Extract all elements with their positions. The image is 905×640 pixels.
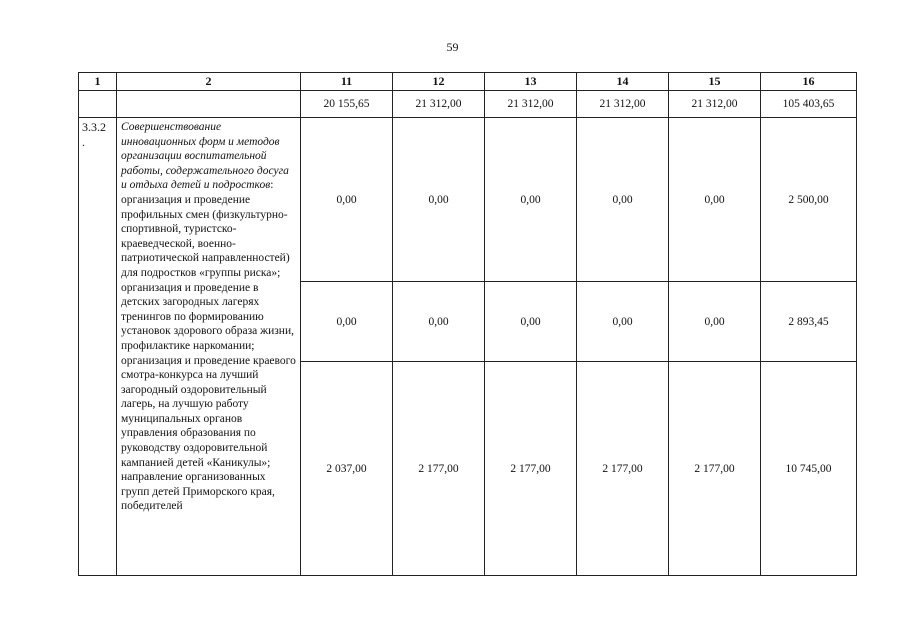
header-col-16: 16 xyxy=(761,73,857,91)
value-cell: 2 893,45 xyxy=(761,282,857,362)
item-description-text: : организация и проведение профильных смен (физкультурно-спортивной, туристско-краеведческой, военно-патриотической направленностей) для подростков «группы риска»; организация и проведение в детских загородных лагерях тренингов по формированию установок здорового образа жизни, профилактике наркомании; организация и проведение краевого смотра-конкурса на лучший загородный оздоровительный лагерь, на лучшую работу муниципальных органов управления образования по руководству оздоровительной кампанией детей «Каникулы»; направление организованных групп детей Приморского края, победителей xyxy=(121,179,296,513)
header-col-1: 1 xyxy=(79,73,117,91)
header-col-11: 11 xyxy=(301,73,393,91)
total-cell xyxy=(79,91,117,118)
header-col-14: 14 xyxy=(577,73,669,91)
total-cell xyxy=(117,91,301,118)
value-cell: 0,00 xyxy=(301,282,393,362)
value-cell: 0,00 xyxy=(485,282,577,362)
value-cell: 2 177,00 xyxy=(669,362,761,576)
header-col-13: 13 xyxy=(485,73,577,91)
total-cell: 20 155,65 xyxy=(301,91,393,118)
value-cell: 0,00 xyxy=(669,118,761,282)
item-code: 3.3.2 xyxy=(82,120,106,134)
value-cell: 0,00 xyxy=(577,282,669,362)
item-code-cell xyxy=(79,118,117,576)
value-cell: 0,00 xyxy=(669,282,761,362)
value-cell: 10 745,00 xyxy=(761,362,857,576)
header-col-15: 15 xyxy=(669,73,761,91)
header-col-2: 2 xyxy=(117,73,301,91)
item-code-dot: . xyxy=(82,135,85,149)
total-cell: 21 312,00 xyxy=(669,91,761,118)
header-row xyxy=(79,73,857,91)
value-cell: 0,00 xyxy=(485,118,577,282)
total-row xyxy=(79,91,857,118)
value-cell: 0,00 xyxy=(301,118,393,282)
value-cell: 2 500,00 xyxy=(761,118,857,282)
item-description xyxy=(117,118,301,576)
item-description-italic: Совершенствование инновационных форм и методов организации воспитательной работы, содержательного досуга и отдыха детей и подростков xyxy=(121,121,289,192)
total-cell: 21 312,00 xyxy=(577,91,669,118)
total-cell: 21 312,00 xyxy=(485,91,577,118)
budget-table xyxy=(78,72,857,576)
value-cell: 2 177,00 xyxy=(393,362,485,576)
value-cell: 2 177,00 xyxy=(485,362,577,576)
value-cell: 0,00 xyxy=(577,118,669,282)
value-cell: 0,00 xyxy=(393,282,485,362)
page-number: 59 xyxy=(446,40,459,54)
value-cell: 0,00 xyxy=(393,118,485,282)
table-row xyxy=(79,118,857,282)
header-col-12: 12 xyxy=(393,73,485,91)
value-cell: 2 177,00 xyxy=(577,362,669,576)
total-cell: 21 312,00 xyxy=(393,91,485,118)
value-cell: 2 037,00 xyxy=(301,362,393,576)
total-cell: 105 403,65 xyxy=(761,91,857,118)
